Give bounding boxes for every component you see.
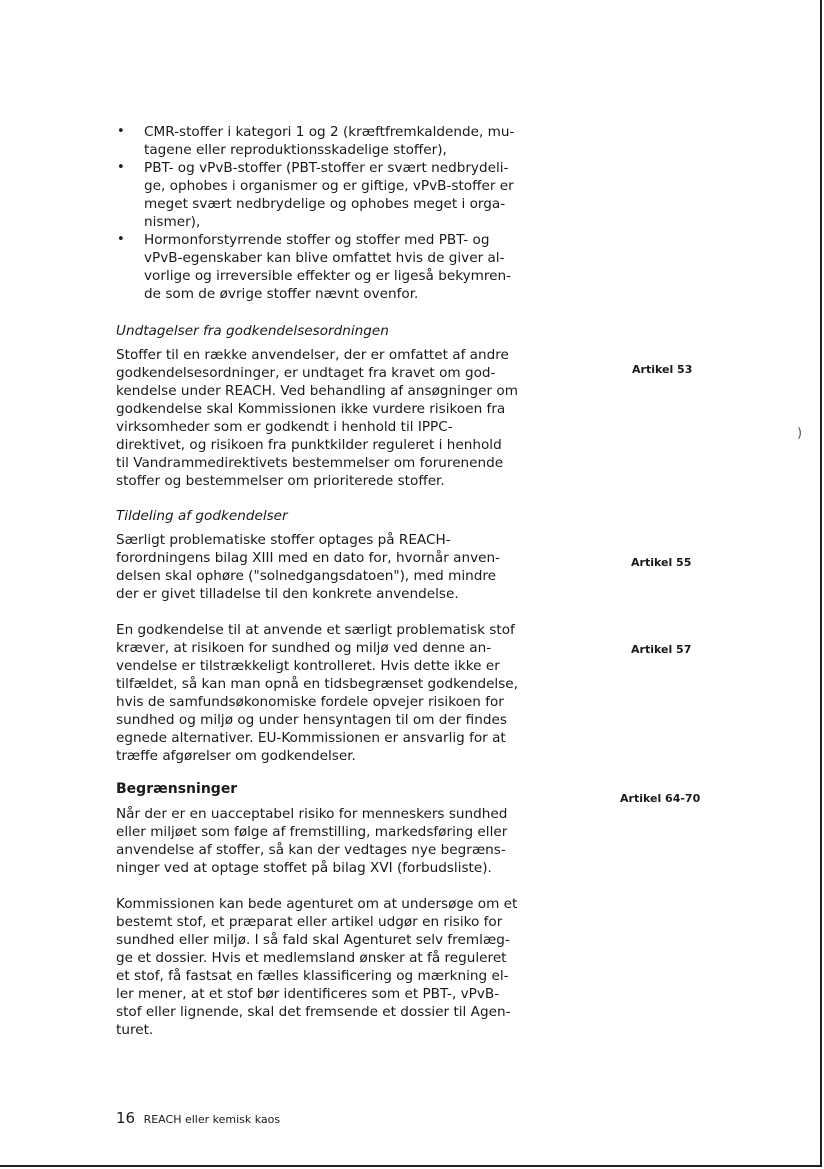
margin-note-article-55: Artikel 55 — [631, 556, 692, 569]
text-line: direktivet, og risikoen fra punktkilder reguleret i henhold — [116, 437, 502, 453]
text-line: vPvB-egenskaber kan blive omfattet hvis de giver al- — [144, 250, 505, 266]
paragraph-exemptions — [116, 346, 530, 490]
text-line: sundhed eller miljø. I så fald skal Agenturet selv fremlæg- — [116, 932, 510, 948]
text-line: bestemt stof, et præparat eller artikel udgør en risiko for — [116, 914, 503, 930]
text-line: meget svært nedbrydelige og ophobes meget i orga- — [144, 196, 506, 212]
text-line: nismer), — [144, 214, 201, 230]
text-line: der er givet tilladelse til den konkrete anvendelse. — [116, 586, 459, 602]
text-line: sundhed og miljø og under hensyntagen til om der findes — [116, 712, 507, 728]
text-line: ler mener, at et stof bør identificeres som et PBT-, vPvB- — [116, 986, 500, 1002]
paragraph-authorisation — [116, 621, 530, 765]
text-line: En godkendelse til at anvende et særligt problematisk stof — [116, 622, 515, 638]
text-line: anvendelse af stoffer, så kan der vedtages nye begræns- — [116, 842, 506, 858]
text-line: egnede alternativer. EU-Kommissionen er ansvarlig for at — [116, 730, 506, 746]
text-line: ge et dossier. Hvis et medlemsland ønsker at få reguleret — [116, 950, 507, 966]
text-line: stof eller lignende, skal det fremsende et dossier til Agen- — [116, 1004, 511, 1020]
bullet-item-cmr — [116, 123, 530, 159]
bullet-item-hormone — [116, 231, 530, 303]
text-line: vendelse er tilstrækkeligt kontrolleret. Hvis dette ikke er — [116, 658, 500, 674]
text-line: ninger ved at optage stoffet på bilag XVI (forbudsliste). — [116, 860, 492, 876]
page-footer — [116, 1110, 280, 1128]
text-line: kræver, at risikoen for sundhed og miljø ved denne an- — [116, 640, 492, 656]
text-line: delsen skal ophøre ("solnedgangsdatoen"), med mindre — [116, 568, 497, 584]
section-heading-authorisation: Tildeling af godkendelser — [116, 508, 288, 524]
text-line: træffe afgørelser om godkendelser. — [116, 748, 356, 764]
text-line: turet. — [116, 1022, 154, 1038]
text-line: CMR-stoffer i kategori 1 og 2 (kræftfremkaldende, mu- — [144, 124, 515, 140]
text-line: virksomheder som er godkendt i henhold til IPPC- — [116, 419, 453, 435]
margin-note-article-53: Artikel 53 — [632, 363, 693, 376]
bullet-list — [116, 123, 530, 303]
bullet-item-pbt — [116, 159, 530, 231]
section-heading-restrictions: Begrænsninger — [116, 781, 238, 797]
margin-note-article-57: Artikel 57 — [631, 643, 692, 656]
text-line: de som de øvrige stoffer nævnt ovenfor. — [144, 286, 419, 302]
bullet-icon: • — [117, 160, 125, 175]
text-line: kendelse under REACH. Ved behandling af ansøgninger om — [116, 383, 518, 399]
text-line: ge, ophobes i organismer og er giftige, vPvB-stoffer er — [144, 178, 514, 194]
footer-title: REACH eller kemisk kaos — [143, 1113, 281, 1126]
text-line: vorlige og irreversible effekter og er ligeså bekymren- — [144, 268, 512, 284]
paragraph-sunset — [116, 531, 530, 603]
text-line: til Vandrammedirektivets bestemmelser om forurenende — [116, 455, 504, 471]
text-line: godkendelsesordninger, er undtaget fra kravet om god- — [116, 365, 496, 381]
text-line: Når der er en uacceptabel risiko for menneskers sundhed — [116, 806, 508, 822]
text-line: Hormonforstyrrende stoffer og stoffer med PBT- og — [144, 232, 490, 248]
section-heading-exemptions: Undtagelser fra godkendelsesordningen — [116, 323, 389, 339]
text-line: forordningens bilag XIII med en dato for, hvornår anven- — [116, 550, 501, 566]
text-line: hvis de samfundsøkonomiske fordele opvejer risikoen for — [116, 694, 504, 710]
text-line: stoffer og bestemmelser om prioriterede stoffer. — [116, 473, 445, 489]
paragraph-restrictions — [116, 805, 530, 877]
page-number: 16 — [116, 1109, 136, 1127]
margin-note-article-64-70: Artikel 64-70 — [620, 792, 701, 805]
text-line: et stof, få fastsat en fælles klassificering og mærkning el- — [116, 968, 509, 984]
paragraph-dossier — [116, 895, 530, 1039]
scan-artifact-mark: ) — [797, 426, 803, 441]
text-line: tagene eller reproduktionsskadelige stoffer), — [144, 142, 447, 158]
text-line: Stoffer til en række anvendelser, der er omfattet af andre — [116, 347, 509, 363]
text-line: tilfældet, så kan man opnå en tidsbegrænset godkendelse, — [116, 676, 518, 692]
bullet-icon: • — [117, 124, 125, 139]
text-line: eller miljøet som følge af fremstilling, markedsføring eller — [116, 824, 508, 840]
text-line: Kommissionen kan bede agenturet om at undersøge om et — [116, 896, 518, 912]
text-line: Særligt problematiske stoffer optages på REACH- — [116, 532, 451, 548]
text-line: PBT- og vPvB-stoffer (PBT-stoffer er svært nedbrydeli- — [144, 160, 509, 176]
bullet-icon: • — [117, 232, 125, 247]
text-line: godkendelse skal Kommissionen ikke vurdere risikoen fra — [116, 401, 506, 417]
